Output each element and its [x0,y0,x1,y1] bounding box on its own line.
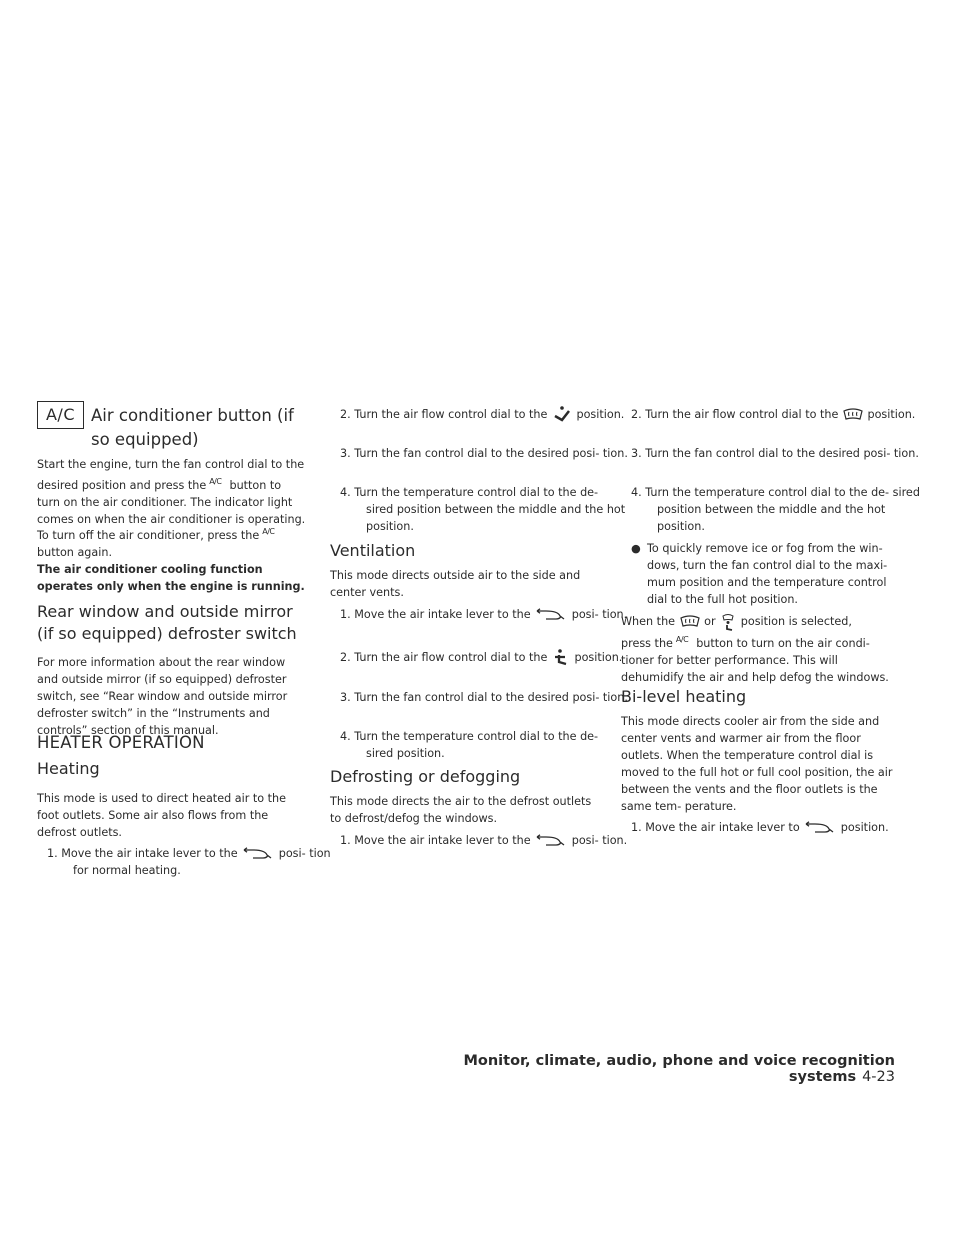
ventilation-title: Ventilation [330,541,416,560]
when-or: or [704,615,716,628]
tip-text: To quickly remove ice or fog from the win- dows, turn the fan control dial to the maxi- mum position and the temperature control dial to the full hot position. [647,542,888,606]
heating-body: This mode is used to direct heated air to the foot outlets. Some air also flows from the defrost outlets. [37,792,287,839]
step-text: 2. Turn the air flow control dial to the [631,408,839,421]
bilevel-step-1 [631,819,920,836]
step-text-end: position. [574,651,623,664]
footer-section-label: Monitor, climate, audio, phone and voice recognition systems [463,1053,895,1085]
ac-para2-end: button again. [37,546,113,559]
ventilation-step-1 [340,606,628,623]
recirculate-air-icon [534,834,568,848]
ac-note: The air conditioner cooling function operates only when the engine is running. [37,563,305,593]
heater-operation-title: HEATER OPERATION [37,733,205,752]
step-text-end: posi- tion. [571,608,628,621]
bilevel-heating-body: This mode directs cooler air from the side and center vents and warmer air from the floor outlets. When the temperature control dial is moved to the full hot or full cool position, the air between the vents and the floor outlets is the same tem- perature. [621,715,893,813]
bilevel-heating-title: Bi-level heating [621,687,747,706]
ac-inline-icon: A/C [262,527,275,536]
ventilation-step-4: 4. Turn the temperature control dial to the de- sired position. [340,730,599,760]
step-text-end: position. [576,408,625,421]
defrost-mode-icon [842,408,864,422]
ac-para1-start: Start the engine, turn the fan control dial to the desired position and press the [37,458,305,492]
recirculate-air-icon [803,821,837,835]
step-text-end: posi- tion. [571,834,628,847]
recirculate-air-icon [241,847,275,861]
step-text: 2. Turn the air flow control dial to the [340,651,548,664]
when-paragraph [621,613,894,686]
defrost-mode-icon [679,615,701,629]
ventilation-body: This mode directs outside air to the side and center vents. [330,569,581,599]
step-text-end: position. [867,408,916,421]
defrost-tip [621,540,894,608]
bullet-dot: ● [631,542,641,555]
when-end: position is selected, [740,615,852,628]
heating-step-1 [47,845,333,879]
ac-inline-icon: A/C [675,635,689,644]
heating-step-4: 4. Turn the temperature control dial to the de- sired position between the middle and the hot position. [340,486,626,533]
heating-title: Heating [37,759,100,778]
step-text: 1. Move the air intake lever to the [47,847,238,860]
step-text-end: posi- tion for normal heating. [73,847,331,877]
ac-paragraph-2 [37,523,307,561]
defrosting-step-4: 4. Turn the temperature control dial to the de- sired position between the middle and the hot position. [631,486,920,533]
rear-defroster-title: Rear window and outside mirror (if so equipped) defroster switch [37,602,297,643]
step-text: 1. Move the air intake lever to the [340,834,531,847]
foot-mode-icon [551,406,573,424]
press-end: button to turn on the air condi- tioner for better performance. This will dehumidify the air and help defog the windows. [621,637,889,684]
vent-mode-icon [551,648,571,668]
press-start: press the [621,637,673,650]
rear-defroster-body: For more information about the rear window and outside mirror (if so equipped) defroster switch, see “Rear window and outside mirror defroster switch” in the “Instruments and controls” section of this manual. [37,656,288,737]
step-text: 2. Turn the air flow control dial to the [340,408,548,421]
heating-step-3: 3. Turn the fan control dial to the desired posi- tion. [340,447,628,460]
ac-para2-start: To turn off the air conditioner, press the [37,529,260,542]
step-text: 1. Move the air intake lever to [631,821,800,834]
heating-step-2 [340,406,628,424]
ac-inline-icon: A/C [209,477,222,486]
page-footer [430,1053,895,1085]
defrosting-step-3: 3. Turn the fan control dial to the desired posi- tion. [631,447,919,460]
ac-para1-end: button to turn on the air conditioner. The indicator light comes on when the air conditioner is operating. [37,479,306,526]
defrosting-step-1 [340,832,628,849]
ventilation-step-3: 3. Turn the fan control dial to the desired posi- tion. [340,691,628,704]
recirculate-air-icon [534,608,568,622]
ventilation-step-2 [340,648,628,668]
defrosting-body: This mode directs the air to the defrost outlets to defrost/defog the windows. [330,795,592,825]
page-number: 4-23 [862,1069,895,1085]
defrosting-title: Defrosting or defogging [330,767,521,786]
when-start: When the [621,615,676,628]
step-text-end: position. [840,821,889,834]
ac-section-title: Air conditioner button (if so equipped) [91,406,294,449]
step-text: 1. Move the air intake lever to the [340,608,531,621]
floor-defrost-icon [719,613,737,631]
ac-button-symbol: A/C [37,401,84,429]
ac-paragraph-1 [37,456,307,528]
defrosting-step-2 [631,406,920,423]
